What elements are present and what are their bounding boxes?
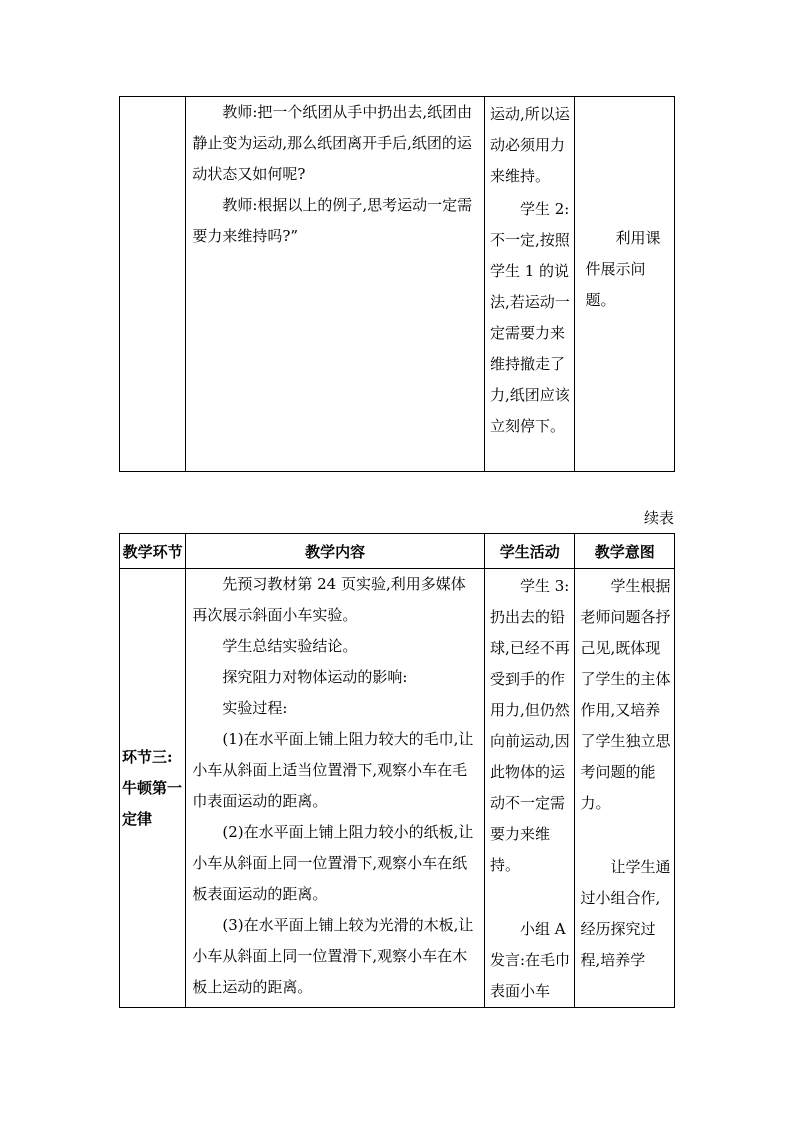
- content-paragraph: 教师:把一个纸团从手中扔出去,纸团由静止变为运动,那么纸团离开手后,纸团的运动状态又如何呢?: [192, 103, 473, 183]
- header-intent: 教学意图: [575, 534, 675, 569]
- activity-paragraph: 运动,所以运动必须用力来维持。: [489, 105, 570, 185]
- activity-paragraph: 小组 A 发言:在毛巾表面小车: [489, 920, 571, 1000]
- section-label: 环节三:牛顿第一定律: [120, 569, 186, 1008]
- lesson-plan-table: [119, 533, 675, 1008]
- content-paragraph: 先预习教材第 24 页实验,利用多媒体再次展示斜面小车实验。: [192, 575, 466, 624]
- content-paragraph: 实验过程:: [222, 699, 288, 717]
- empty-section-cell: [120, 97, 186, 472]
- content-paragraph: 学生总结实验结论。: [222, 637, 358, 655]
- student-activity-cell: [484, 569, 574, 1008]
- header-stage: 教学环节: [120, 534, 186, 569]
- content-paragraph: (3)在水平面上铺上较为光滑的木板,让小车从斜面上同一位置滑下,观察小车在木板上运动的距离。: [192, 916, 474, 996]
- intent-paragraph: 利用课件展示问题。: [585, 229, 661, 309]
- teaching-content-cell: [186, 569, 485, 1008]
- header-content: 教学内容: [186, 534, 485, 569]
- intent-paragraph: 让学生通过小组合作,经历探究过程,培养学: [580, 858, 671, 969]
- content-paragraph: 教师:根据以上的例子,思考运动一定需要力来维持吗?”: [192, 196, 473, 245]
- intent-paragraph: 学生根据老师问题各抒己见,既体现了学生的主体作用,又培养了学生独立思考问题的能力。: [580, 577, 671, 812]
- content-paragraph: 探究阻力对物体运动的影响:: [222, 668, 408, 686]
- teaching-intent-cell: [575, 97, 675, 472]
- activity-paragraph: 学生 3:扔出去的铅球,已经不再受到手的作用力,但仍然向前运动,因此物体的运动不一定需要力来维持。: [489, 577, 570, 874]
- top-continuation-table: [119, 96, 675, 472]
- header-activity: 学生活动: [484, 534, 574, 569]
- continued-label: 续表: [643, 509, 674, 527]
- content-paragraph: (1)在水平面上铺上阻力较大的毛巾,让小车从斜面上适当位置滑下,观察小车在毛巾表面运动的距离。: [192, 730, 474, 810]
- teaching-content-cell: [186, 97, 485, 472]
- student-activity-cell: [484, 97, 574, 472]
- teaching-intent-cell: [575, 569, 675, 1008]
- content-paragraph: (2)在水平面上铺上阻力较小的纸板,让小车从斜面上同一位置滑下,观察小车在纸板表面运动的距离。: [192, 823, 474, 903]
- activity-paragraph: 学生 2:不一定,按照学生 1 的说法,若运动一定需要力来维持撤走了力,纸团应该立刻停下。: [489, 200, 570, 435]
